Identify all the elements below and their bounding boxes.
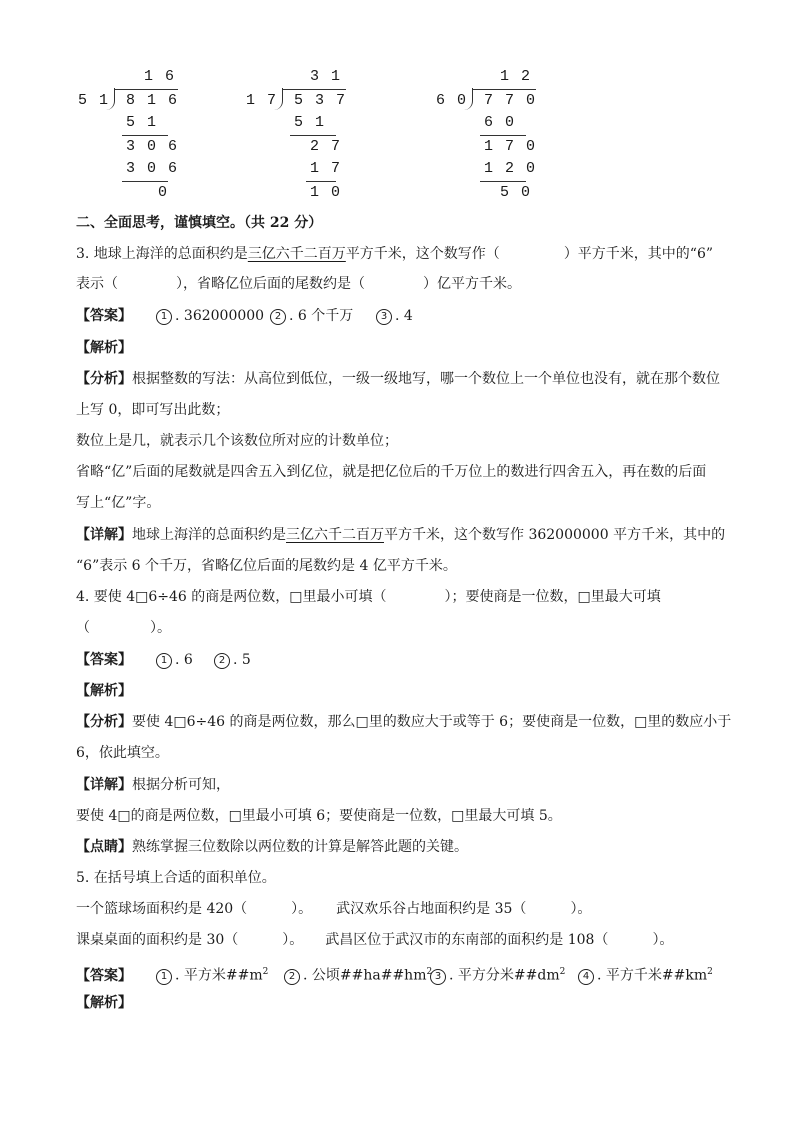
superscript: 2 [426,967,433,977]
q3-fenxi-2: 上写 0，即可写出此数； [76,402,230,418]
circle-4-icon: 4 [578,969,594,985]
q3-answer-3: 4 [403,308,413,324]
q4-answer-1: 6 [183,652,193,668]
q4-answer: 【答案】 1 . 6 2 . 5 [76,652,251,668]
step-line [290,135,336,136]
q4-line-2 [76,618,171,638]
q4-text: ）；要使商是一位数，□里最大可填 [444,589,661,605]
remainder: 5 0 [500,184,532,201]
step-line [306,181,336,182]
q3-xiangjie-1 [76,525,725,545]
remainder: 0 [158,184,169,201]
answer-label: 【答案】 [76,308,132,324]
q3-underlined-number: 三亿六千二百万 [247,246,346,262]
q4-dj-text: 熟练掌握三位数除以两位数的计算是解答此题的关键。 [132,839,468,855]
analysis-label: 【解析】 [76,683,132,699]
fenxi-label: 【分析】 [76,714,132,730]
quotient: 3 1 [310,68,342,85]
q3-xiangjie-2: “6”表示 6 个千万，省略亿位后面的尾数约是 4 亿平方千米。 [76,558,457,574]
step-row: 2 7 [310,138,342,155]
q4-dianjing [76,837,468,857]
q5-text: ）。 [570,901,592,917]
q3-line-1 [76,244,713,264]
q3-fenxi-5: 写上“亿”字。 [76,495,161,511]
q4-line-1 [76,587,661,607]
q4-fenxi-1 [76,712,731,732]
q5-answer-2: . 公顷##ha##hm [303,967,427,984]
answer-label: 【答案】 [76,652,132,668]
q3-text: 平方千米，这个数写作（ [345,246,500,262]
answer-label: 【答案】 [76,967,132,984]
q5-title: 5. 在括号填上合适的面积单位。 [76,870,276,886]
circle-2-icon: 2 [270,309,286,325]
xiangjie-label: 【详解】 [76,777,132,793]
dividend: 5 3 7 [294,92,347,109]
q3-answer: 【答案】 1 . 362000000 2 . 6 个千万 3 . 4 [76,308,413,324]
analysis-label: 【解析】 [76,340,132,356]
q5-text: ）。 [652,932,674,948]
divisor: 1 7 [246,92,278,109]
q3-fenxi-text: 根据整数的写法：从高位到低位，一级一级地写，哪一个数位上一个单位也没有，就在那个数位 [132,371,720,387]
q5-text: 课桌桌面的面积约是 30（ [76,932,239,948]
q3-xj-underlined: 三亿六千二百万 [286,527,384,543]
q5-text: 武汉欢乐谷占地面积约是 35（ [336,901,527,917]
xiangjie-label: 【详解】 [76,527,132,543]
circle-3-icon: 3 [430,969,446,985]
superscript: 2 [262,967,269,977]
q5-text: 武昌区位于武汉市的东南部的面积约是 108（ [325,932,609,948]
q4-xiangjie-2: 要使 4□的商是两位数，□里最小可填 6；要使商是一位数，□里最大可填 5。 [76,808,562,824]
divisor: 6 0 [436,92,468,109]
dianjing-label: 【点睛】 [76,839,132,855]
q4-fenxi-text: 要使 4□6÷46 的商是两位数，那么□里的数应大于或等于 6；要使商是一位数，□里的数应小于 [132,714,732,730]
q3-fenxi-1 [76,369,720,389]
q3-text: 表示（ [76,276,118,292]
q5-answer-1: . 平方米##m [175,967,263,984]
division-bar [472,89,536,90]
q3-fenxi-3: 数位上是几，就表示几个该数位所对应的计数单位； [76,433,398,449]
q4-text: 4. 要使 4□6÷46 的商是两位数，□里最小可填（ [76,589,387,605]
step-line [122,181,168,182]
dividend: 7 7 0 [484,92,537,109]
quotient: 1 2 [500,68,532,85]
analysis-label: 【解析】 [76,995,132,1011]
circle-1-icon: 1 [156,653,172,669]
q3-answer-2: 6 个千万 [297,308,354,324]
q5-text: ）。 [291,901,313,917]
step-line [480,181,526,182]
q3-line-2 [76,274,521,294]
q5-row-2 [76,930,673,950]
q3-text: 3. 地球上海洋的总面积约是 [76,246,248,262]
q4-text: （ [76,620,90,636]
q3-fenxi-4: 省略“亿”后面的尾数就是四舍五入到亿位，就是把亿位后的千万位上的数进行四舍五入，再在数的后面 [76,464,707,480]
step-row: 3 0 6 [126,138,179,155]
step-row: 1 2 0 [484,160,537,177]
q3-text: ）亿平方千米。 [423,276,521,292]
q3-answer-1: 362000000 [183,308,265,324]
circle-1-icon: 1 [156,969,172,985]
quotient: 1 6 [144,68,176,85]
remainder: 1 0 [310,184,342,201]
q5-row-1 [76,899,591,919]
step-row: 3 0 6 [126,160,179,177]
step-row: 5 1 [294,114,326,131]
circle-2-icon: 2 [284,969,300,985]
q5-answer-4: . 平方千米##km [597,967,708,984]
q5-answer-3: . 平方分米##dm [449,967,560,984]
q4-xj-text: 根据分析可知， [132,777,230,793]
superscript: 2 [559,967,566,977]
fenxi-label: 【分析】 [76,371,132,387]
step-line [480,135,526,136]
step-row: 1 7 0 [484,138,537,155]
step-row: 6 0 [484,114,516,131]
q3-xj-text: 平方千米，这个数写作 362000000 平方千米，其中的 [384,527,726,543]
division-bar [114,89,178,90]
q3-xj-text: 地球上海洋的总面积约是 [132,527,286,543]
q3-text: ）平方千米，其中的“6” [563,246,714,262]
dividend: 8 1 6 [126,92,179,109]
division-bar [282,89,346,90]
circle-2-icon: 2 [214,653,230,669]
q4-fenxi-2: 6，依此填空。 [76,745,169,761]
q5-text: ）。 [282,932,304,948]
q4-text: ）。 [150,620,171,636]
step-row: 5 1 [126,114,158,131]
q3-text: ），省略亿位后面的尾数约是（ [176,276,365,292]
step-line [122,135,168,136]
circle-1-icon: 1 [156,309,172,325]
circle-3-icon: 3 [376,309,392,325]
q4-answer-2: 5 [241,652,251,668]
divisor: 5 1 [78,92,110,109]
superscript: 2 [707,967,713,977]
q5-text: 一个篮球场面积约是 420（ [76,901,248,917]
section-title: 二、全面思考，谨慎填空。（共 22 分） [76,215,323,231]
q4-xiangjie-1 [76,775,230,795]
q5-answer [76,962,713,986]
step-row: 1 7 [310,160,342,177]
